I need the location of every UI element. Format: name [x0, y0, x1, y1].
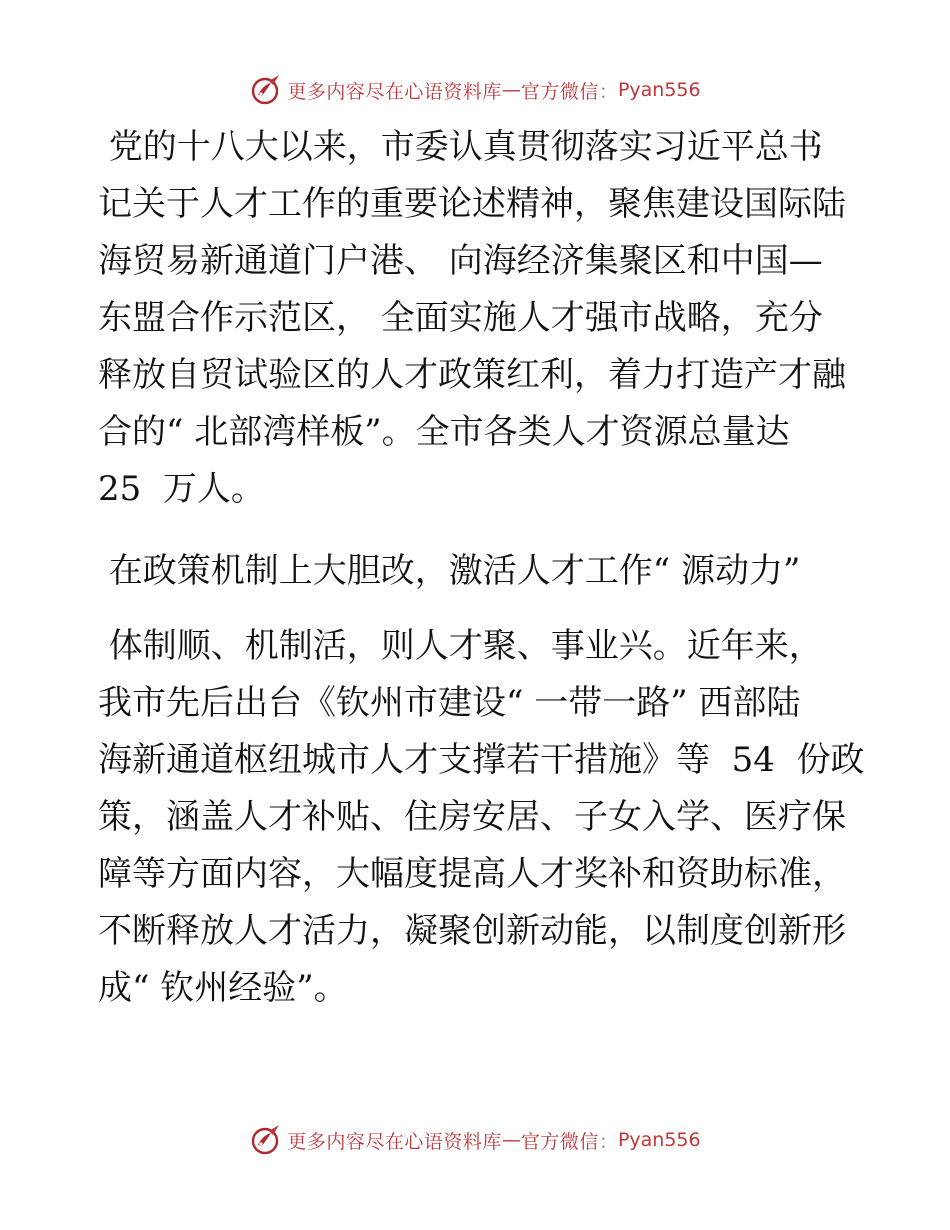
text-line: 策，涵盖人才补贴、住房安居、子女入学、医疗保	[98, 797, 846, 837]
watermark-label: 官方微信	[520, 80, 599, 103]
text-line: 党的十八大以来，市委认真贯彻落实习近平总书	[98, 127, 823, 167]
text-line: 障等方面内容，大幅度提高人才奖补和资助标准，	[98, 854, 846, 894]
watermark-dash: —	[501, 79, 521, 101]
text-line: 海新通道枢纽城市人才支撑若干措施》等 54 份政	[98, 740, 865, 780]
section-heading	[98, 543, 858, 600]
text-line: 记关于人才工作的重要论述精神，聚焦建设国际陆	[98, 184, 846, 224]
text-line: 我市先后出台《钦州市建设“ 一带一路” 西部陆	[98, 683, 801, 723]
footer-watermark	[0, 1120, 950, 1160]
paragraph-intro	[98, 119, 858, 518]
paragraph-policy	[98, 618, 865, 1017]
watermark-account: Pyan556	[617, 1129, 701, 1151]
heading-line: 在政策机制上大胆改，激活人才工作“ 源动力”	[98, 551, 801, 591]
text-line: 海贸易新通道门户港、 向海经济集聚区和中国—	[98, 241, 823, 281]
text-line: 合的“ 北部湾样板”。全市各类人才资源总量达	[98, 412, 790, 452]
watermark-brand: 更多内容尽在心语资料库	[287, 1130, 502, 1153]
text-line: 释放自贸试验区的人才政策红利，着力打造产才融	[98, 355, 846, 395]
watermark-dash: —	[501, 1129, 521, 1151]
watermark-separator: ：	[598, 1130, 618, 1153]
text-line: 不断释放人才活力，凝聚创新动能，以制度创新形	[98, 911, 846, 951]
text-line: 25 万人。	[98, 469, 265, 509]
header-watermark	[0, 70, 950, 110]
watermark-label: 官方微信	[520, 1130, 599, 1153]
text-line: 东盟合作示范区， 全面实施人才强市战略，充分	[98, 298, 823, 338]
pen-logo-icon	[249, 1123, 283, 1157]
watermark-separator: ：	[598, 80, 618, 103]
text-line: 体制顺、机制活，则人才聚、事业兴。近年来，	[98, 626, 823, 666]
pen-logo-icon	[249, 73, 283, 107]
watermark-brand: 更多内容尽在心语资料库	[287, 80, 502, 103]
watermark-account: Pyan556	[617, 79, 701, 101]
text-line: 成“ 钦州经验”。	[98, 968, 348, 1008]
